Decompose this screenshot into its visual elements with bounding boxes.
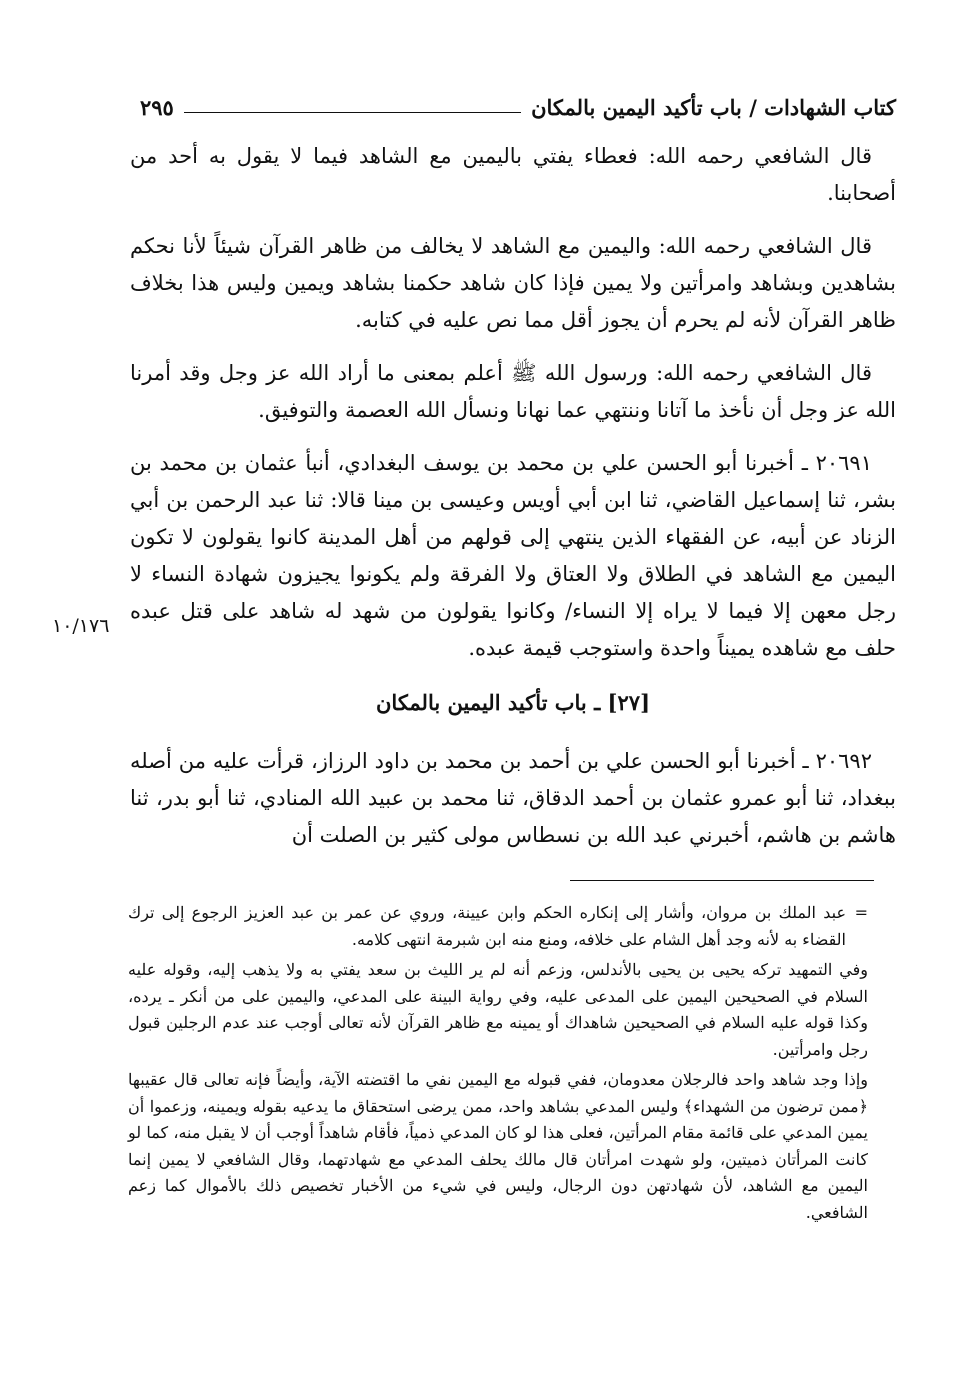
margin-volume-page-ref: ١٠/١٧٦ bbox=[52, 615, 110, 637]
header-title: كتاب الشهادات / باب تأكيد اليمين بالمكان bbox=[531, 95, 896, 120]
chapter-title: [٢٧] ـ باب تأكيد اليمين بالمكان bbox=[376, 690, 650, 715]
paragraph-2: قال الشافعي رحمه الله: واليمين مع الشاهد لا يخالف من ظاهر القرآن شيئاً لأنا نحكم بشاهدين وبشاهد وامرأتين ولا يمين فإذا كان شاهد حكمنا بشاهد ويمين وليس هذا بخلاف ظاهر القرآن لأنه لم يحرم أن يجوز أقل مما نص عليه في كتابه. bbox=[130, 234, 896, 332]
paragraph-1: قال الشافعي رحمه الله: فعطاء يفتي باليمين مع الشاهد فيما لا يقول به أحد من أصحابنا. bbox=[130, 144, 896, 205]
footnote-continuation-mark: = bbox=[854, 903, 868, 922]
footnotes bbox=[128, 900, 868, 1230]
footnote-text-3: وإذا وجد شاهد واحد فالرجلان معدومان، ففي قبوله مع اليمين نفي ما اقتضته الآية، وأيضاً فإنه تعالى قال عقيبها ﴿ممن ترضون من الشهداء﴾ وليس المدعي بشاهد واحد، ممن يرضى استحقاق ما يدعيه بقوله ويمينه، وزعموا أن يمين المدعي على قائمة مقام المرأتين، فعلى هذا لو كان المدعي ذمياً، فأقام شاهداً أوجب أن لا يقبل منه، كما لو كانت المرأتان ذميتين، ولو شهدت امرأتان قال مالك يحلف المدعي مع شهادتهما، وقال الشافعي لا يمين إنما اليمين مع الشاهد، لأن شهادتهن دون الرجال، وليس في شيء من الأخبار تخصيص ذلك بالأموال كما زعم الشافعي. bbox=[128, 1070, 869, 1222]
footnote-text-1: عبد الملك بن مروان، وأشار إلى إنكاره الحكم وابن عيينة، وروي عن عمر بن عبد العزيز الرجوع إلى ترك القضاء به لأنه وجد أهل الشام على خلافه، ومنع منه ابن شبرمة انتهى كلامه. bbox=[128, 903, 847, 949]
header-rule bbox=[184, 112, 521, 113]
paragraph-hadith-20691: ٢٠٦٩١ ـ أخبرنا أبو الحسن علي بن محمد بن يوسف البغدادي، أنبأ عثمان بن محمد بن بشر، ثنا إسماعيل القاضي، ثنا ابن أبي أويس وعيسى بن مينا قالا: ثنا عبد الرحمن بن أبي الزناد عن أبيه، عن الفقهاء الذين ينتهي إلى قولهم من أهل المدينة كانوا يقولون لا تكون اليمين مع الشاهد في الطلاق ولا العتاق ولا الفرقة ولم يكونوا يجيزون شهادة النساء لا رجل معهن إلا فيما لا يراه إلا النساء/ وكانوا يقولون من شهد له شاهد على قتل عبده حلف مع شاهده يميناً واحدة واستوجب قيمة عبده. bbox=[130, 451, 896, 660]
paragraph-hadith-20692: ٢٠٦٩٢ ـ أخبرنا أبو الحسن علي بن أحمد بن محمد بن داود الرزاز، قرأت عليه من أصله ببغداد، ثنا أبو عمرو عثمان بن أحمد الدقاق، ثنا محمد بن عبيد الله المنادي، ثنا أبو بدر، ثنا هاشم بن هاشم، أخبرني عبد الله بن نسطاس مولى كثير بن الصلت أن bbox=[130, 749, 896, 847]
footnote-continuation bbox=[128, 900, 868, 953]
footnote-text-2: وفي التمهيد تركه يحيى بن يحيى بالأندلس، وزعم أنه لم ير الليث بن سعد يفتي به ولا يذهب إليه، وقوله عليه السلام في الصحيحين اليمين على المدعى عليه، وفي رواية البينة على المدعي، واليمين على من أنكر ـ يرده، وكذا قوله عليه السلام في الصحيحين شاهداك أو يمينه مع ظاهر القرآن لأنه تعالى أوجب عند عدم الرجلين قبول رجل وامرأتين. bbox=[128, 960, 868, 1059]
page-number: ٢٩٥ bbox=[140, 95, 174, 120]
paragraph-3: قال الشافعي رحمه الله: ورسول الله ﷺ أعلم بمعنى ما أراد الله عز وجل وقد أمرنا الله عز وجل أن نأخذ ما آتانا وننتهي عما نهانا ونسأل الله العصمة والتوفيق. bbox=[130, 361, 896, 422]
running-header bbox=[140, 84, 896, 120]
footnote-separator bbox=[570, 880, 874, 881]
main-text bbox=[130, 138, 896, 870]
